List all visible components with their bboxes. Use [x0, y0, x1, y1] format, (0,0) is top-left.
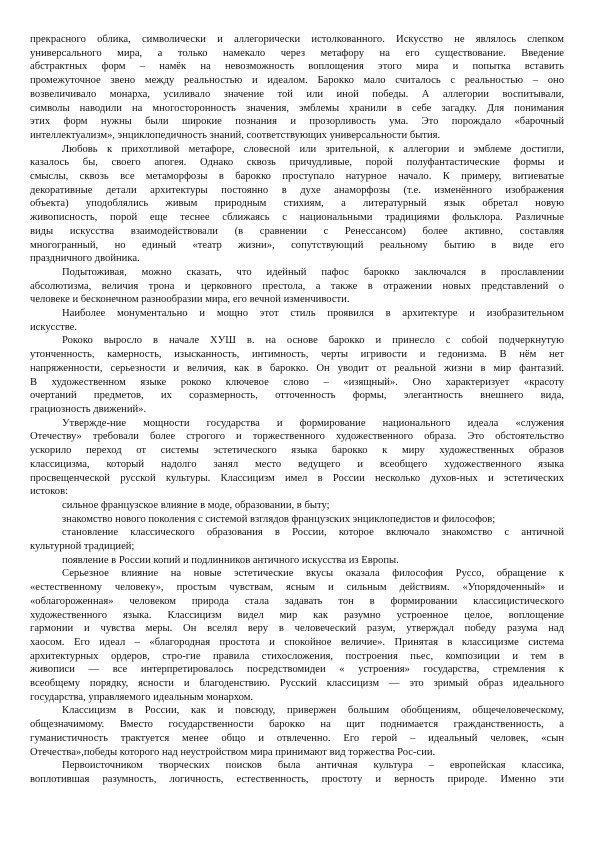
- paragraph: [30, 513, 564, 527]
- paragraph: [30, 704, 564, 759]
- paragraph: [30, 307, 564, 334]
- text-line: классицизма, который надолго занял место ведущего и всеобщего художественного языка: [30, 458, 564, 470]
- text-line: символы наводили на многосторонность значения, эмблемы хранили в себе загадку. Для понимания: [30, 102, 564, 114]
- text-line: хаосом. Его идеал – «благородная простота и спокойное величие». Принятая в классицизме система: [30, 636, 564, 648]
- text-line: воплотившая разумность, логичность, естественность, простоту и верность природе. Именно эти: [30, 773, 564, 785]
- paragraph: [30, 567, 564, 704]
- text-line: знакомство нового поколения с системой взглядов французских энциклопедистов и философов;: [62, 513, 496, 525]
- text-line: очертаний предметов, их соразмерность, отточенность формы, элегантность внешнего вида,: [30, 390, 564, 402]
- text-line: Утвержде-ние мощности государства и формирование национального идеала «служения: [62, 417, 564, 429]
- text-line: напряженности, серьезности и величия, как в барокко. Он уводит от реальной жизни в мир фантазий.: [30, 362, 564, 374]
- paragraph: [30, 417, 564, 499]
- text-line: Отечества»,победы которого над неустройством мира принимают вид торжества Рос-сии.: [30, 746, 436, 758]
- text-line: интеллектуализм», энциклопедичность знаний, соответствующих универсальности бытия.: [30, 129, 441, 141]
- text-line: ускорило переход от системы эстетического языка барокко к миру художественных образов: [30, 445, 564, 457]
- text-line: Любовь к прихотливой метафоре, словесной или зрительной, к аллегории и эмблеме достигли,: [62, 143, 564, 155]
- text-line: сильное французское влияние в моде, образовании, в быту;: [62, 499, 330, 511]
- text-line: живописи — все интерпретировалось посредствомидеи « устроения» государства, стремления к: [30, 664, 564, 676]
- paragraph: [30, 33, 564, 143]
- text-line: Подытоживая, можно сказать, что идейный пафос барокко заключался в прославлении: [62, 266, 564, 278]
- text-line: Отечеству» требовали более строгого и торжественного художественного образа. Это обстоятельство: [30, 431, 564, 443]
- text-line: Наиболее монументально и мощно этот стиль проявился в архитектуре и изобразительном: [62, 308, 564, 320]
- text-line: утонченность, камерность, изысканность, интимность, черты игривости и гедонизма. В нём нет: [30, 349, 564, 361]
- text-line: появление в России копий и подлинников античного искусства из Европы.: [62, 554, 399, 566]
- text-line: виды искусства взаимодействовали (в сравнении с Ренессансом) более активно, составляя: [30, 225, 564, 237]
- text-line: декоративные детали архитектуры постоянно в духе анаморфозы (т.е. изменённого изображения: [30, 184, 564, 196]
- paragraph: [30, 143, 564, 266]
- text-line: смыслы, сквозь все метаморфозы в барокко проступало натурное начало. К примеру, витиеватые: [30, 171, 564, 183]
- text-line: «облагороженная» человеком природа стала задавать тон в формировании классицистического: [30, 595, 564, 607]
- text-line: грациозность движений».: [30, 403, 147, 415]
- text-line: прекрасного облика, символически и аллегорически истолкованного. Искусство не являлось слепком: [30, 34, 564, 45]
- text-line: казалось бы, своего апогея. Однако сквозь причудливые, порой полуфантастические формы и: [30, 157, 564, 169]
- paragraph: [30, 554, 564, 568]
- text-line: культурной традицией;: [30, 541, 135, 553]
- text-line: абсолютизма, величия трона и церковного престола, а также в отражении новых представлений о: [30, 280, 564, 292]
- text-line: Рококо выросло в начале ХУШ в. на основе барокко и принесло с собой подчеркнутую: [62, 335, 564, 347]
- text-line: архитектурных ордеров, стро-гие правила стихосложения, построения пьес, композиции и тем в: [30, 650, 564, 662]
- document-body: [30, 33, 564, 787]
- text-line: многогранный, но единый «театр жизни», сопутствующий реальному бытию в виде его: [30, 239, 564, 251]
- text-line: истоков:: [30, 486, 69, 498]
- text-line: праздничного двойника.: [30, 253, 140, 265]
- text-line: Первоисточником творческих поисков была античная культура – европейская классика,: [62, 760, 564, 772]
- text-line: государства, управляемого идеальным монархом.: [30, 691, 254, 703]
- text-line: всеобщему порядку, ясности и благоденствию. Русский классицизм — это зримый образ идеального: [30, 678, 564, 690]
- text-line: художественного языка. Классицизм видел мир как разумно устроенное целое, воплощение: [30, 609, 564, 621]
- text-line: просвещенческой русской культуры. Классицизм имел в России несколько духов-ных и эстетических: [30, 472, 564, 484]
- text-line: гуманистичность трактуется менее общо и отвлеченно. Его герой – идеальный человек, «сын: [30, 732, 564, 744]
- text-line: становление классического образования в России, которое включало знакомство с античной: [62, 527, 564, 539]
- paragraph: [30, 266, 564, 307]
- text-line: Классицизм в России, как и повсюду, привержен большим обобщениям, общечеловеческому,: [62, 705, 564, 717]
- text-line: возвеличивало монарха, усиливало значение той или иной победы. А аллегории воспитывали,: [30, 88, 564, 100]
- text-line: промежуточное звено между реальностью и идеалом. Барокко мало считалось с реальностью – оно: [30, 75, 564, 87]
- text-line: абстрактных форм – намёк на невозможность воплощения этого мира и попытка вставить: [30, 61, 564, 73]
- paragraph: [30, 334, 564, 416]
- text-line: этих форм нужны были широкие познания и прозорливость ума. Это порождало «барочный: [30, 116, 564, 128]
- text-line: гармонии и чувства меры. Он вселял веру в человеческий разум, утверждал победу разума над: [30, 623, 564, 635]
- text-line: общезначимому. Вместо государственности барокко на щит поднимается гражданственность, а: [30, 719, 564, 731]
- text-line: В художественном языке рококо ключевое слово – «изящный». Оно характеризует «красоту: [30, 376, 564, 388]
- paragraph: [30, 759, 564, 786]
- text-line: живописность, порой еще теснее сближаясь с национальными традициями фольклора. Различные: [30, 212, 564, 224]
- paragraph: [30, 526, 564, 553]
- text-line: универсального мира, а только намекало через метафору на его существование. Введение: [30, 47, 564, 59]
- text-line: человеке и бесконечном разнообразии мира, его вечной изменчивости.: [30, 294, 350, 306]
- text-line: Серьезное влияние на новые эстетические вкусы оказала философия Руссо, обращение к: [62, 568, 564, 580]
- text-line: «естественному человеку», простым чувствам, ясным и сильным действиям. «Упорядоченный» и: [30, 582, 564, 594]
- text-line: искусстве.: [30, 321, 77, 333]
- paragraph: [30, 499, 564, 513]
- text-line: объекта) уподоблялись живым природным стихиям, а литературный язык обретал новую: [30, 198, 564, 210]
